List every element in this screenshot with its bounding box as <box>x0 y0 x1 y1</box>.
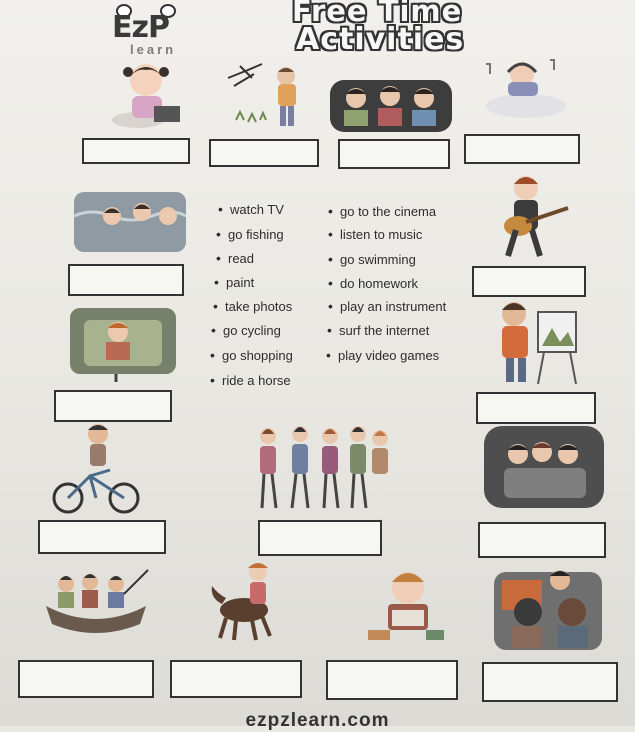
word-item: • take photos <box>225 299 292 314</box>
boy-taking-photos-illustration <box>224 60 304 134</box>
boy-painting-illustration <box>484 298 580 386</box>
family-video-games-illustration <box>482 424 606 510</box>
boy-reading-illustration <box>366 560 446 644</box>
word-item: • go fishing <box>228 227 284 242</box>
word-item: • play an instrument <box>340 299 446 314</box>
girl-listening-music-illustration <box>478 52 570 122</box>
boy-cycling-illustration <box>50 420 144 516</box>
answer-box[interactable] <box>478 522 606 558</box>
answer-box[interactable] <box>472 266 586 297</box>
answer-box[interactable] <box>68 264 184 296</box>
child-watching-tv-illustration <box>66 300 180 384</box>
word-item: • surf the internet <box>339 323 429 338</box>
word-item: • go shopping <box>222 348 293 363</box>
answer-box[interactable] <box>82 138 190 164</box>
word-item: • read <box>228 251 254 266</box>
answer-box[interactable] <box>482 662 618 702</box>
answer-box[interactable] <box>54 390 172 422</box>
logo-main-text: EzP <box>112 10 169 45</box>
answer-box[interactable] <box>476 392 596 424</box>
answer-box[interactable] <box>338 139 450 169</box>
ezpz-logo <box>108 4 204 58</box>
answer-box[interactable] <box>38 520 166 554</box>
word-item: • watch TV <box>230 202 284 217</box>
title-line-2: Activities <box>296 22 465 57</box>
answer-box[interactable] <box>18 660 154 698</box>
word-item: • do homework <box>340 276 418 291</box>
girls-shopping-illustration <box>246 424 396 514</box>
word-item: • play video games <box>338 348 439 363</box>
answer-box[interactable] <box>464 134 580 164</box>
family-fishing-illustration <box>40 562 152 638</box>
answer-box[interactable] <box>326 660 458 700</box>
logo-sub-text: learn <box>130 42 177 57</box>
word-item: • go cycling <box>223 323 281 338</box>
word-item: • go to the cinema <box>340 204 436 219</box>
title-line-1: Free Time <box>292 0 463 28</box>
answer-box[interactable] <box>170 660 302 698</box>
girl-on-laptop-illustration <box>110 58 190 130</box>
answer-box[interactable] <box>209 139 319 167</box>
footer-site-url: ezpzlearn.com <box>245 710 390 731</box>
word-item: • paint <box>226 275 254 290</box>
kids-surfing-internet-illustration <box>492 566 604 652</box>
word-item: • go swimming <box>340 252 416 267</box>
kids-swimming-illustration <box>72 186 188 258</box>
word-item: • ride a horse <box>222 373 291 388</box>
word-item: • listen to music <box>340 227 422 242</box>
cinema-audience-illustration <box>328 70 454 132</box>
answer-box[interactable] <box>258 520 382 556</box>
girl-riding-horse-illustration <box>206 560 282 642</box>
activity-word-list <box>212 202 472 392</box>
boy-playing-guitar-illustration <box>496 170 572 262</box>
